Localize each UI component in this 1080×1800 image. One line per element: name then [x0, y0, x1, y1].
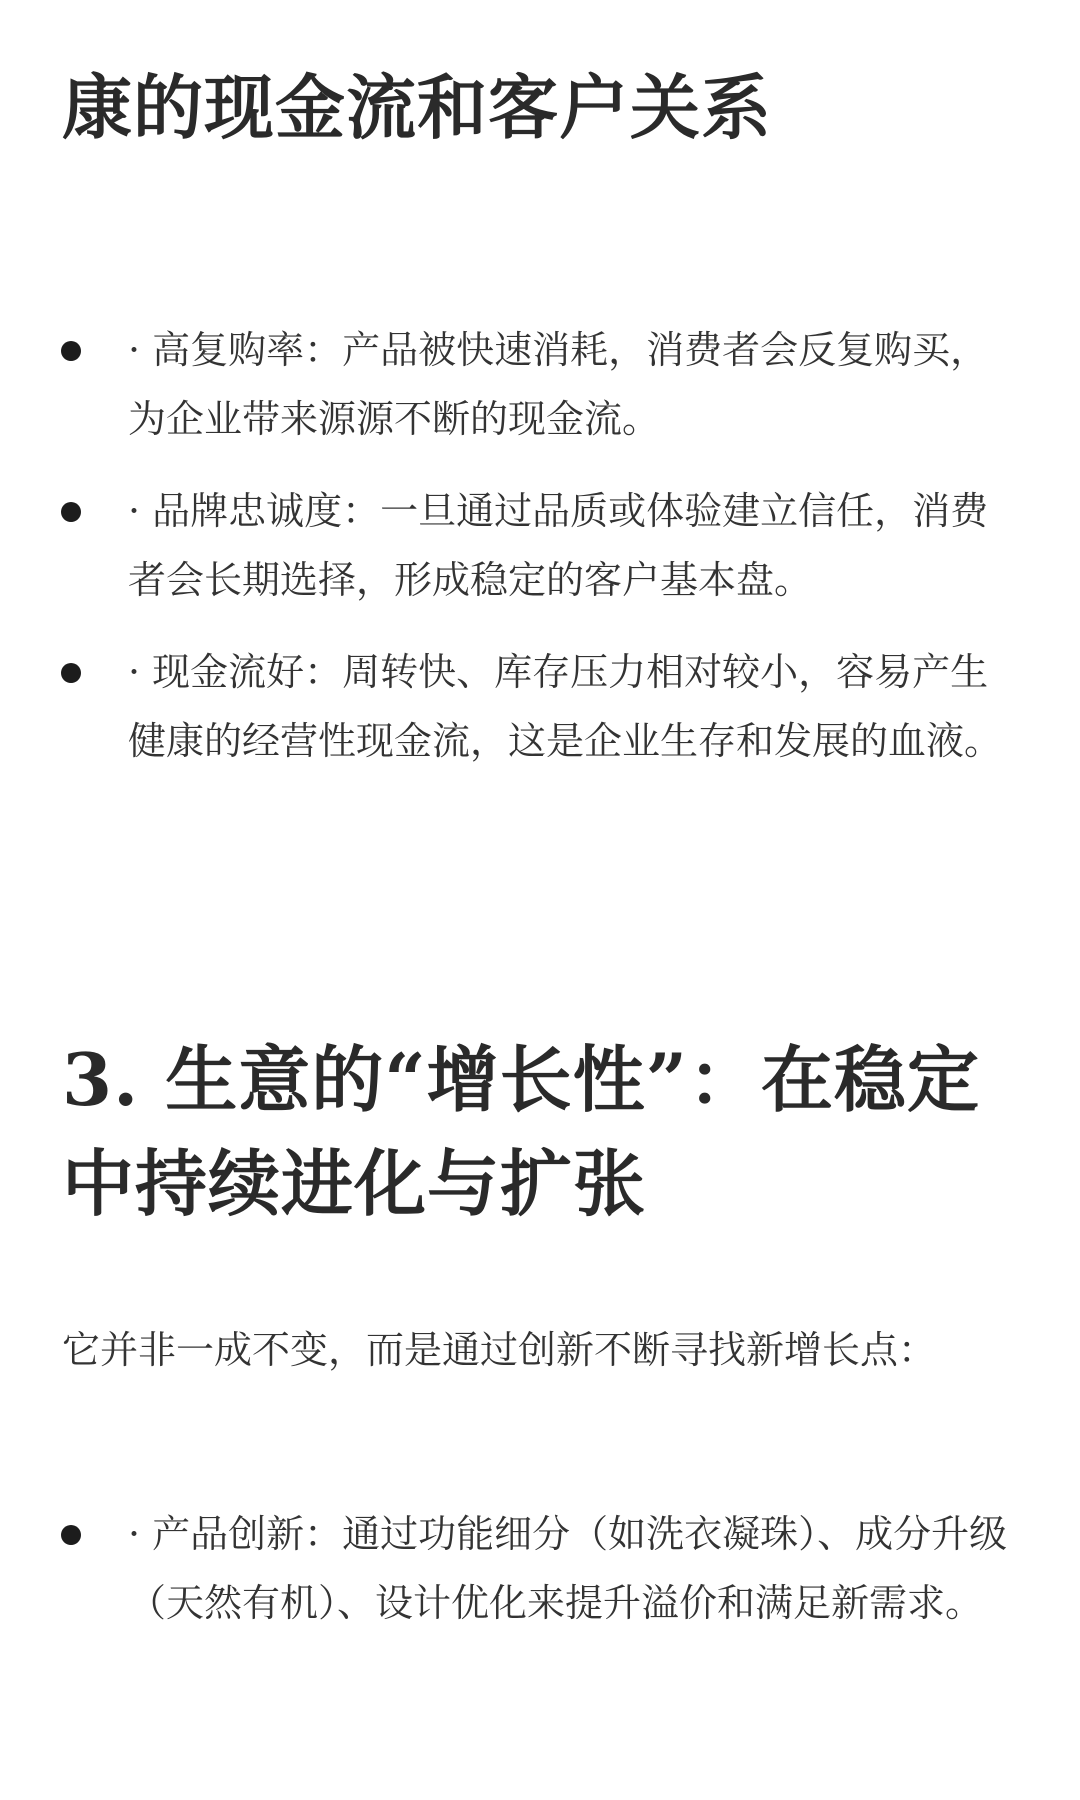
- list-item-text: · 产品创新：通过功能细分（如洗衣凝珠）、成分升级（天然有机）、设计优化来提升溢价和满足新需求。: [128, 1512, 1008, 1625]
- bullet-dot-icon: [61, 1525, 81, 1545]
- bullet-dot-icon: [61, 663, 81, 683]
- list-item-text: · 品牌忠诚度：一旦通过品质或体验建立信任，消费者会长期选择，形成稳定的客户基本盘。: [128, 489, 989, 602]
- section-heading: 3. 生意的“增长性”：在稳定中持续进化与扩张: [62, 1037, 981, 1226]
- list-item: [0, 638, 1080, 776]
- list-item-text: · 高复购率：产品被快速消耗，消费者会反复购买，为企业带来源源不断的现金流。: [128, 328, 989, 441]
- bullet-dot-icon: [61, 341, 81, 361]
- list-item: [0, 477, 1080, 615]
- list-item-text: · 现金流好：周转快、库存压力相对较小，容易产生健康的经营性现金流，这是企业生存和发展的血液。: [128, 650, 1003, 763]
- list-item: [0, 316, 1080, 454]
- list-item: [0, 1500, 1080, 1638]
- section-heading-continued: 康的现金流和客户关系: [62, 66, 772, 149]
- bullet-list-growth: [0, 1500, 1080, 1661]
- intro-paragraph: 它并非一成不变，而是通过创新不断寻找新增长点：: [62, 1328, 937, 1372]
- bullet-dot-icon: [61, 502, 81, 522]
- bullet-list-benefits: [0, 316, 1080, 799]
